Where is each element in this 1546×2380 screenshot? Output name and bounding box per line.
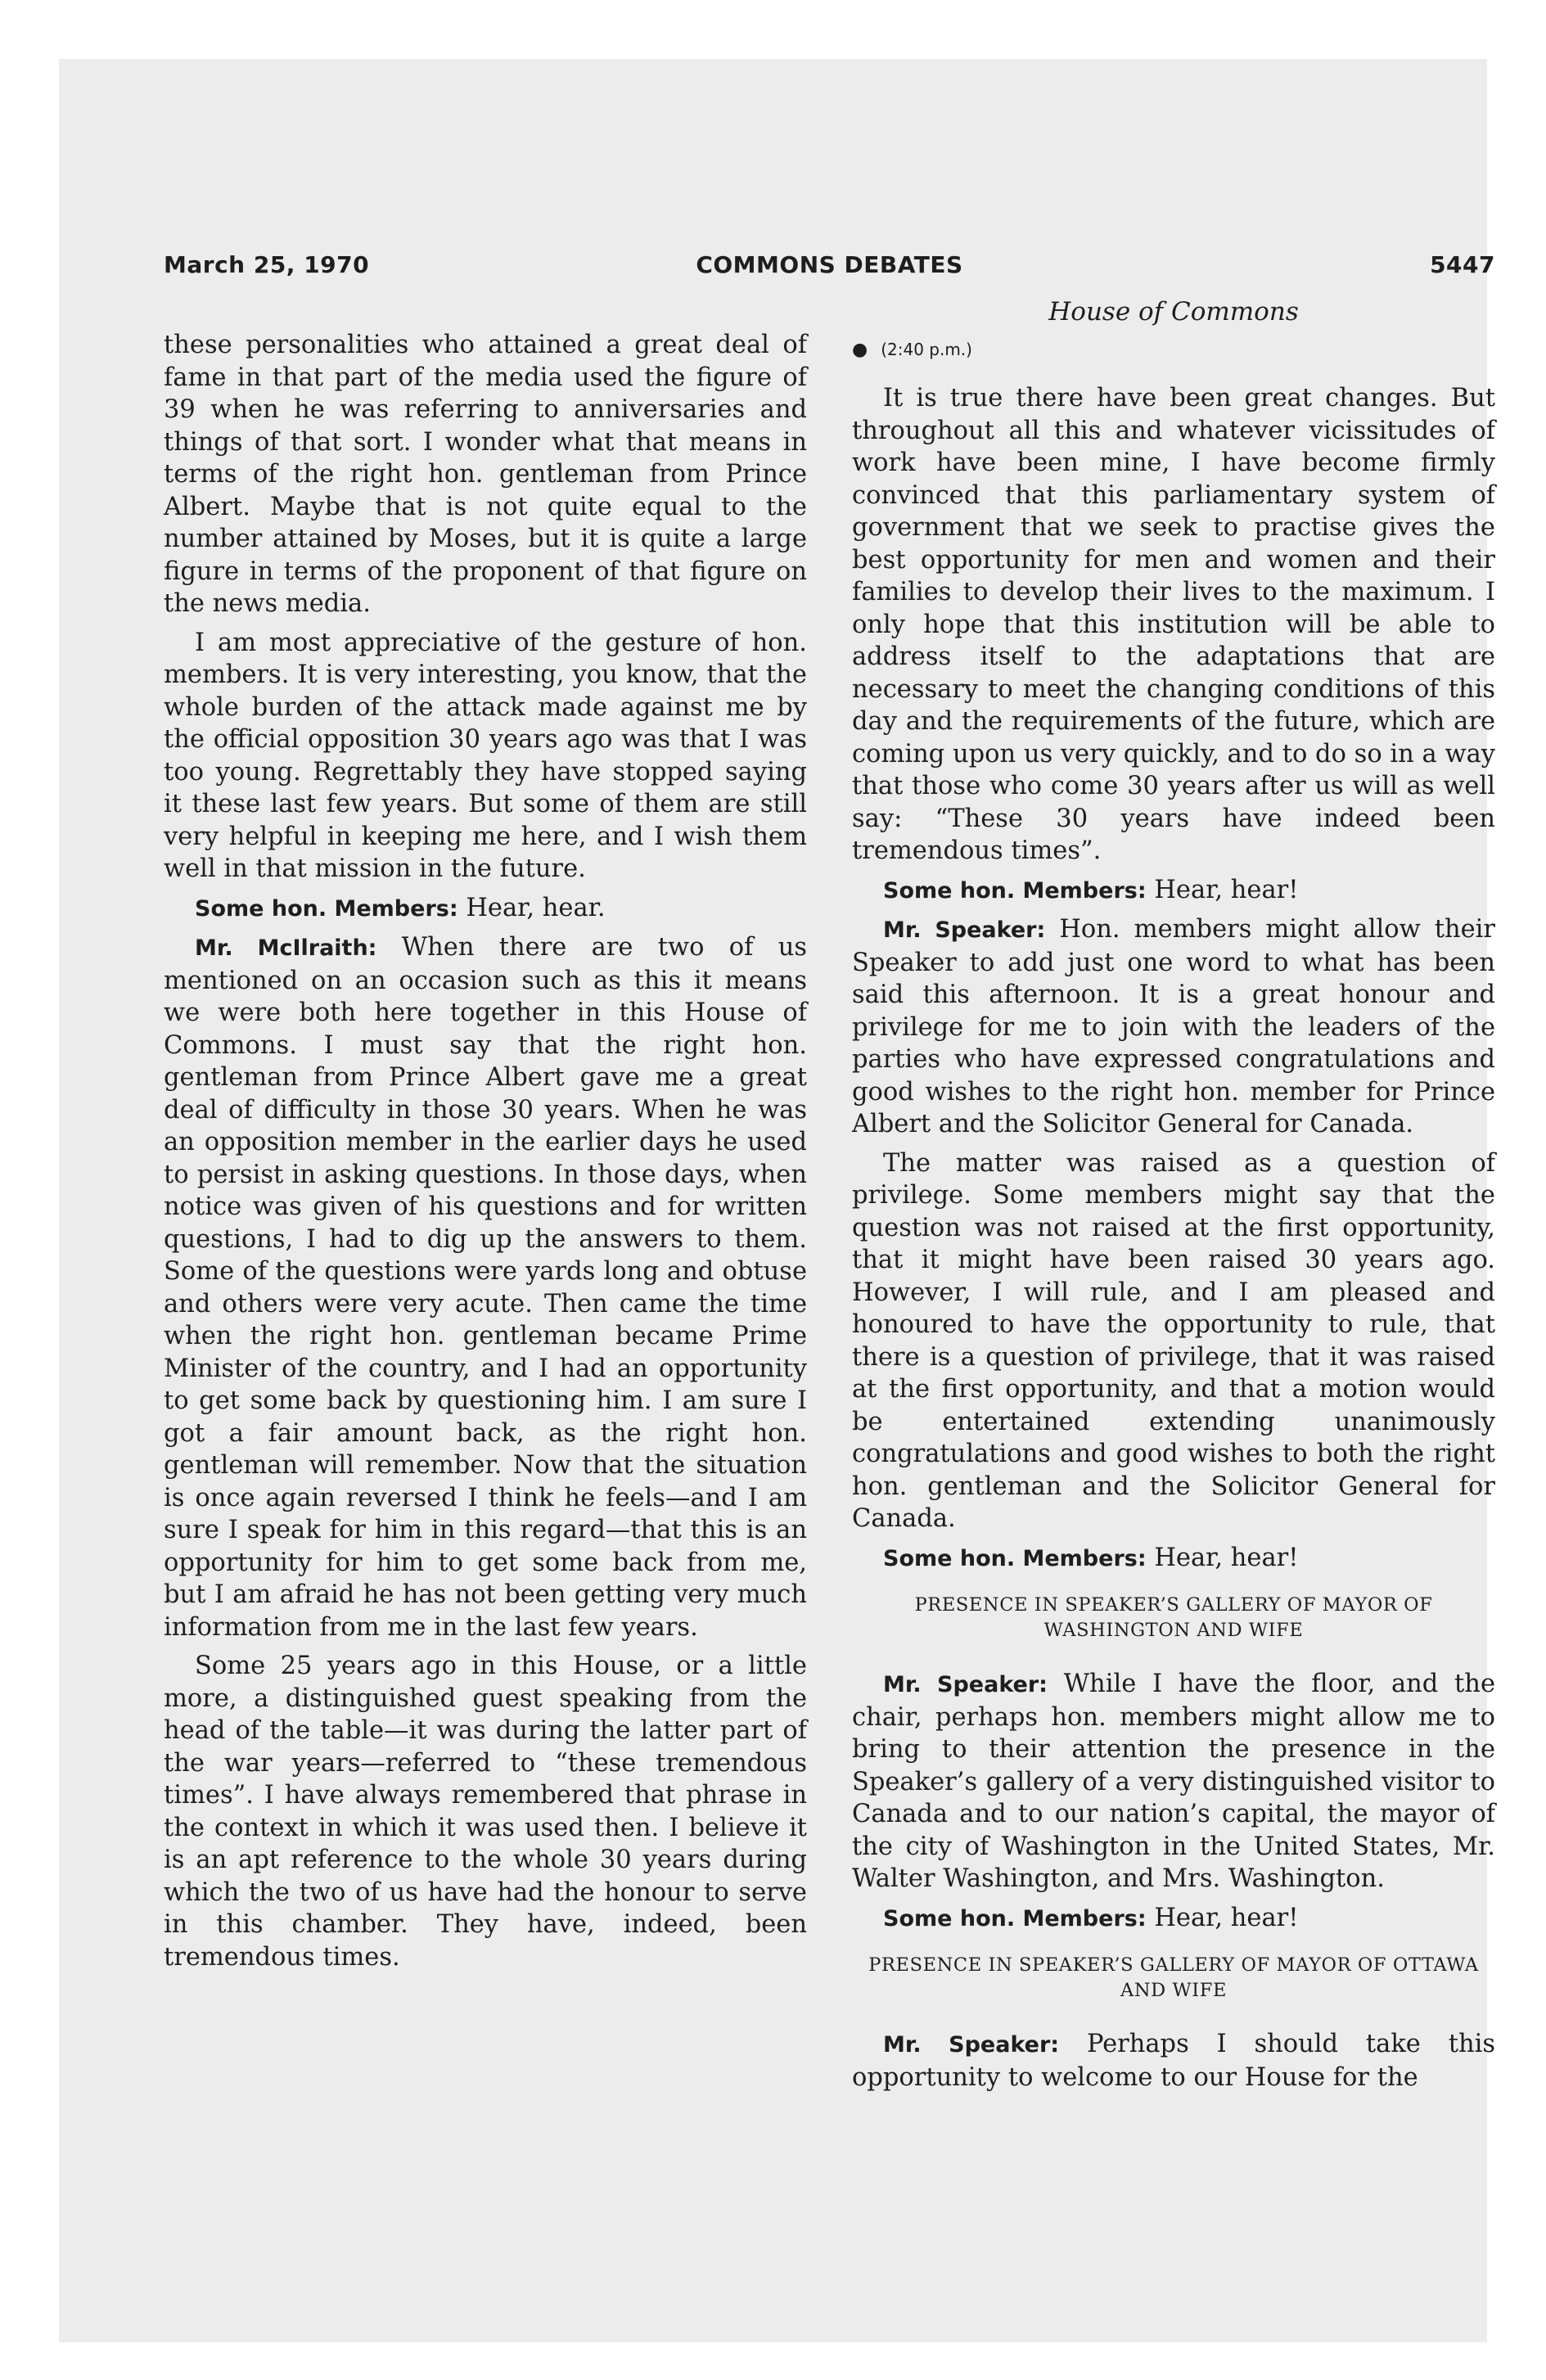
header-date: March 25, 1970 — [164, 251, 370, 278]
section-title: House of Commons — [1048, 297, 1299, 327]
speech-text: Hear, hear. — [457, 893, 606, 922]
speech-text: Hear, hear! — [1146, 875, 1299, 904]
speech — [852, 913, 1495, 1141]
left-column — [164, 329, 807, 1980]
speaker-name: Some hon. Members: — [195, 895, 458, 922]
interjection — [852, 874, 1495, 908]
speech-text: Hon. members might allow their Speaker to add just one word to what has been said this afternoon. It is a great honour and privilege for me to join with the leaders of the parties who have expressed congratulations and good wishes to the right hon. member for Prince Albert and the Solicitor General for Canada. — [852, 915, 1495, 1138]
section-heading: PRESENCE IN SPEAKER’S GALLERY OF MAYOR OF OTTAWA AND WIFE — [868, 1954, 1479, 2001]
speech-text: When there are two of us mentioned on an occasion such as this it means we were both here together in this House of Commons. I must say that the right hon. gentleman from Prince Albert gave me a great deal of difficulty in those 30 years. When he was an opposition member in the earlier days he used to persist in asking questions. In those days, when notice was given of his questions and for written questions, I had to dig up the answers to them. Some of the questions were yards long and obtuse and others were very acute. Then came the time when the right hon. gentleman became Prime Minister of the country, and I had an opportunity to get some back by questioning him. I am sure I got a fair amount back, as the right hon. gentleman will remember. Now that the situation is once again reversed I think he feels—and I am sure I speak for him in this regard—that this is an opportunity for him to get some back from me, but I am afraid he has not been getting very much information from me in the last few years. — [164, 933, 807, 1642]
speech-text: While I have the floor, and the chair, perhaps hon. members might allow me to bring to their attention the presence in the Speaker’s gallery of a very distinguished visitor to Canada and to our nation’s capital, the mayor of the city of Washington in the United States, Mr. Walter Washington, and Mrs. Washington. — [852, 1670, 1495, 1893]
speech — [852, 2028, 1495, 2094]
running-header — [164, 251, 1495, 292]
section-heading: PRESENCE IN SPEAKER’S GALLERY OF MAYOR OF WASHINGTON AND WIFE — [914, 1594, 1433, 1641]
header-title: COMMONS DEBATES — [696, 251, 963, 278]
speech-text: Perhaps I should take this opportunity to welcome to our House for the — [852, 2030, 1496, 2092]
speaker-name: Some hon. Members: — [883, 1545, 1147, 1571]
interjection — [852, 1902, 1495, 1936]
time-marker — [852, 334, 1495, 367]
speaker-name: Some hon. Members: — [883, 877, 1147, 904]
scanned-page — [59, 59, 1496, 2342]
speaker-name: Mr. McIlraith: — [195, 935, 377, 961]
speech-text: Hear, hear! — [1146, 1543, 1299, 1572]
speech — [164, 931, 807, 1643]
speech — [852, 1668, 1495, 1895]
paragraph: Some 25 years ago in this House, or a little more, a distinguished guest speaking from the head of the table—it was during the latter part of the war years—referred to “these tremendous times”. I have always remembered that phrase in the context in which it was used then. I believe it is an apt reference to the whole 30 years during which the two of us have had the honour to serve in this chamber. They have, indeed, been tremendous times. — [164, 1652, 807, 1972]
interjection — [852, 1542, 1495, 1575]
bullet-icon: ● — [852, 339, 868, 360]
speaker-name: Mr. Speaker: — [883, 1672, 1048, 1697]
speaker-name: Some hon. Members: — [883, 1905, 1147, 1931]
page-number: 5447 — [1430, 251, 1495, 278]
paragraph: these personalities who attained a great deal of fame in that part of the media used the figure of 39 when he was referring to anniversaries and things of that sort. I wonder what that means in terms of the right hon. gentleman from Prince Albert. Maybe that is not quite equal to the number attained by Moses, but it is quite a large figure in terms of the proponent of that figure on the news media. — [164, 331, 807, 618]
speaker-name: Mr. Speaker: — [883, 2032, 1060, 2058]
paragraph: It is true there have been great changes. But throughout all this and whatever vicissitudes of work have been mine, I have become firmly convinced that this parliamentary system of government that we seek to practise gives the best opportunity for men and women and their families to develop their lives to the maximum. I only hope that this institution will be able to address itself to the adaptations that are necessary to meet the changing conditions of this day and the requirements of the future, which are coming upon us very quickly, and to do so in a way that those who come 30 years after us will as well say: “These 30 years have indeed been tremendous times”. — [852, 384, 1495, 865]
paragraph: The matter was raised as a question of privilege. Some members might say that the question was not raised at the first opportunity, that it might have been raised 30 years ago. However, I will rule, and I am pleased and honoured to have the opportunity to rule, that there is a question of privilege, that it was raised at the first opportunity, and that a motion would be entertained extending unanimously congratulations and good wishes to both the right hon. gentleman and the Solicitor General for Canada. — [852, 1148, 1495, 1533]
right-column — [852, 296, 1495, 2100]
time-text: (2:40 p.m.) — [881, 339, 972, 359]
speaker-name: Mr. Speaker: — [883, 917, 1046, 943]
interjection — [164, 892, 807, 926]
speech-text: Hear, hear! — [1146, 1903, 1299, 1932]
paragraph: I am most appreciative of the gesture of hon. members. It is very interesting, you know, that the whole burden of the attack made against me by the official opposition 30 years ago was that I was too young. Regrettably they have stopped saying it these last few years. But some of them are still very helpful in keeping me here, and I wish them well in that mission in the future. — [164, 628, 807, 883]
